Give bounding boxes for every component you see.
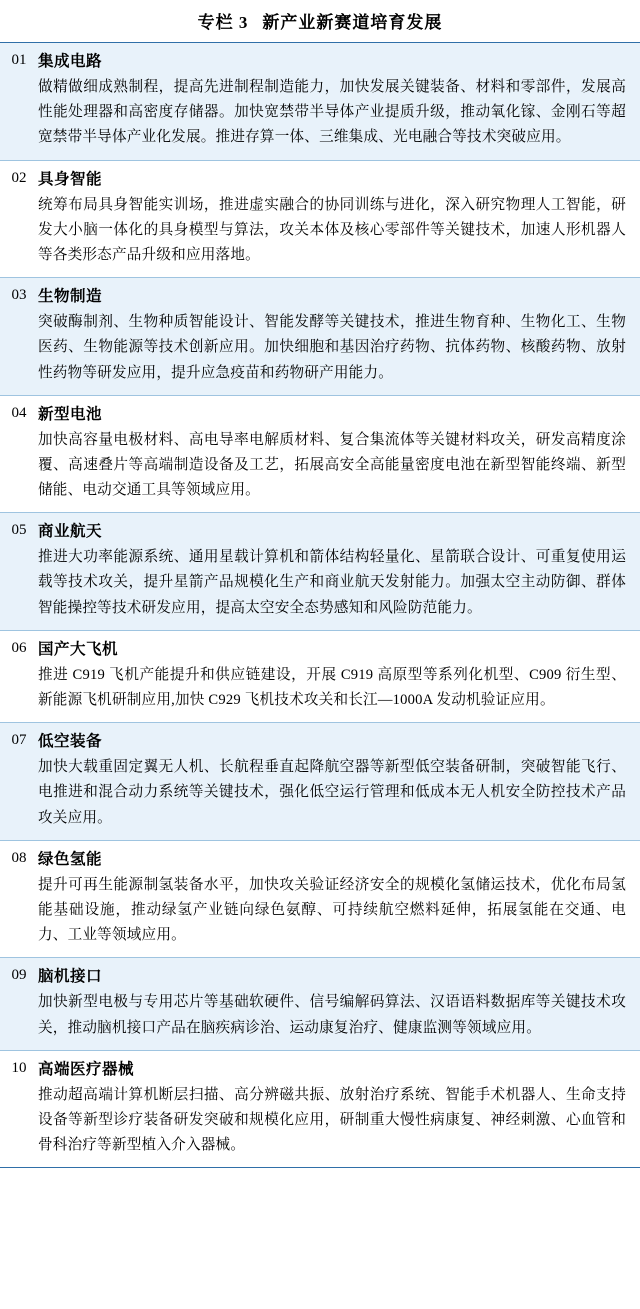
table-row <box>0 396 640 514</box>
page-title <box>0 0 640 42</box>
item-title: 具身智能 <box>38 170 103 188</box>
table-row <box>0 278 640 396</box>
item-title: 集成电路 <box>38 53 103 70</box>
item-body: 加快高容量电极材料、高电导率电解质材料、复合集流体等关键材料攻关，研发高精度涂覆、高速叠片等高端制造设备及工艺，拓展高安全高能量密度电池在新型智能终端、新型储能、电动交通工具等领域应用。 <box>38 431 626 499</box>
row-number: 09 <box>11 967 27 984</box>
item-body: 推进大功率能源系统、通用星载计算机和箭体结构轻量化、星箭联合设计、可重复使用运载等技术攻关，提升星箭产品规模化生产和商业航天发射能力。加强太空主动防御、群体智能操控等技术研发应用，提高太空安全态势感知和风险防范能力。 <box>38 549 626 616</box>
item-body: 加快大载重固定翼无人机、长航程垂直起降航空器等新型低空装备研制，突破智能飞行、电推进和混合动力系统等关键技术，强化低空运行管理和低成本无人机安全防控技术产品攻关应用。 <box>38 759 626 826</box>
row-content <box>38 513 640 630</box>
row-number: 10 <box>11 1059 27 1076</box>
row-content <box>38 161 640 278</box>
table-row <box>0 723 640 841</box>
item-body: 突破酶制剂、生物种质智能设计、智能发酵等关键技术，推进生物育种、生物化工、生物医药、生物能源等技术创新应用。加快细胞和基因治疗药物、抗体药物、核酸药物、放射性药物等研发应用，提升应急疫苗和药物研产用能力。 <box>38 314 626 381</box>
table-row <box>0 631 640 723</box>
item-body: 推动超高端计算机断层扫描、高分辨磁共振、放射治疗系统、智能手术机器人、生命支持设备等新型诊疗装备研发突破和规模化应用，研制重大慢性病康复、神经刺激、心血管和骨科治疗等新型植入介入器械。 <box>38 1086 626 1154</box>
item-title: 脑机接口 <box>38 968 103 986</box>
item-title: 商业航天 <box>38 523 103 541</box>
title-text: 新产业新赛道培育发展 <box>262 13 443 32</box>
row-number: 01 <box>11 52 27 68</box>
table-row <box>0 1051 640 1168</box>
row-number: 07 <box>11 732 27 749</box>
row-content <box>38 841 640 958</box>
item-body: 做精做细成熟制程，提高先进制程制造能力，加快发展关键装备、材料和零部件，发展高性能处理器和高密度存储器。加快宽禁带半导体产业提质升级，推动氧化镓、金刚石等超宽禁带半导体产业化发展。推进存算一体、三维集成、光电融合等技术突破应用。 <box>38 79 626 146</box>
row-content <box>38 723 640 840</box>
item-body: 加快新型电极与专用芯片等基础软硬件、信号编解码算法、汉语语料数据库等关键技术攻关，推动脑机接口产品在脑疾病诊治、运动康复治疗、健康监测等领域应用。 <box>38 994 626 1036</box>
row-number: 08 <box>11 849 27 866</box>
row-number: 02 <box>11 169 27 186</box>
row-content <box>38 958 640 1049</box>
item-body: 推进 C919 飞机产能提升和供应链建设，开展 C919 高原型等系列化机型、C909 衍生型、新能源飞机研制应用,加快 C929 飞机技术攻关和长江—1000A 发动机验证应用。 <box>38 666 626 708</box>
row-content <box>38 278 640 395</box>
table-row <box>0 43 640 161</box>
item-title: 低空装备 <box>38 733 103 751</box>
item-title: 绿色氢能 <box>38 850 103 868</box>
row-number: 06 <box>11 639 27 656</box>
table-row <box>0 513 640 631</box>
item-title: 高端医疗器械 <box>38 1060 135 1078</box>
row-content <box>38 396 640 513</box>
table-row <box>0 958 640 1050</box>
row-number: 03 <box>11 287 27 304</box>
row-number: 04 <box>11 404 27 421</box>
row-number: 05 <box>11 522 27 539</box>
row-content <box>38 1051 640 1168</box>
item-title: 国产大飞机 <box>38 640 119 658</box>
table-row <box>0 161 640 279</box>
row-content <box>38 43 640 160</box>
item-body: 统筹布局具身智能实训场，推进虚实融合的协同训练与进化，深入研究物理人工智能，研发大小脑一体化的具身模型与算法，攻关本体及核心零部件等关键技术，加速人形机器人等各类形态产品升级和应用落地。 <box>38 196 626 263</box>
row-content <box>38 631 640 722</box>
table-row <box>0 841 640 959</box>
title-label: 专栏 3 <box>197 13 249 32</box>
item-body: 提升可再生能源制氢装备水平，加快攻关验证经济安全的规模化氢储运技术，优化布局氢能基础设施，推动绿氢产业链向绿色氨醇、可持续航空燃料延伸，拓展氢能在交通、电力、工业等领域应用。 <box>38 876 626 944</box>
items-table <box>0 42 640 1168</box>
item-title: 生物制造 <box>38 288 103 306</box>
item-title: 新型电池 <box>38 405 103 423</box>
